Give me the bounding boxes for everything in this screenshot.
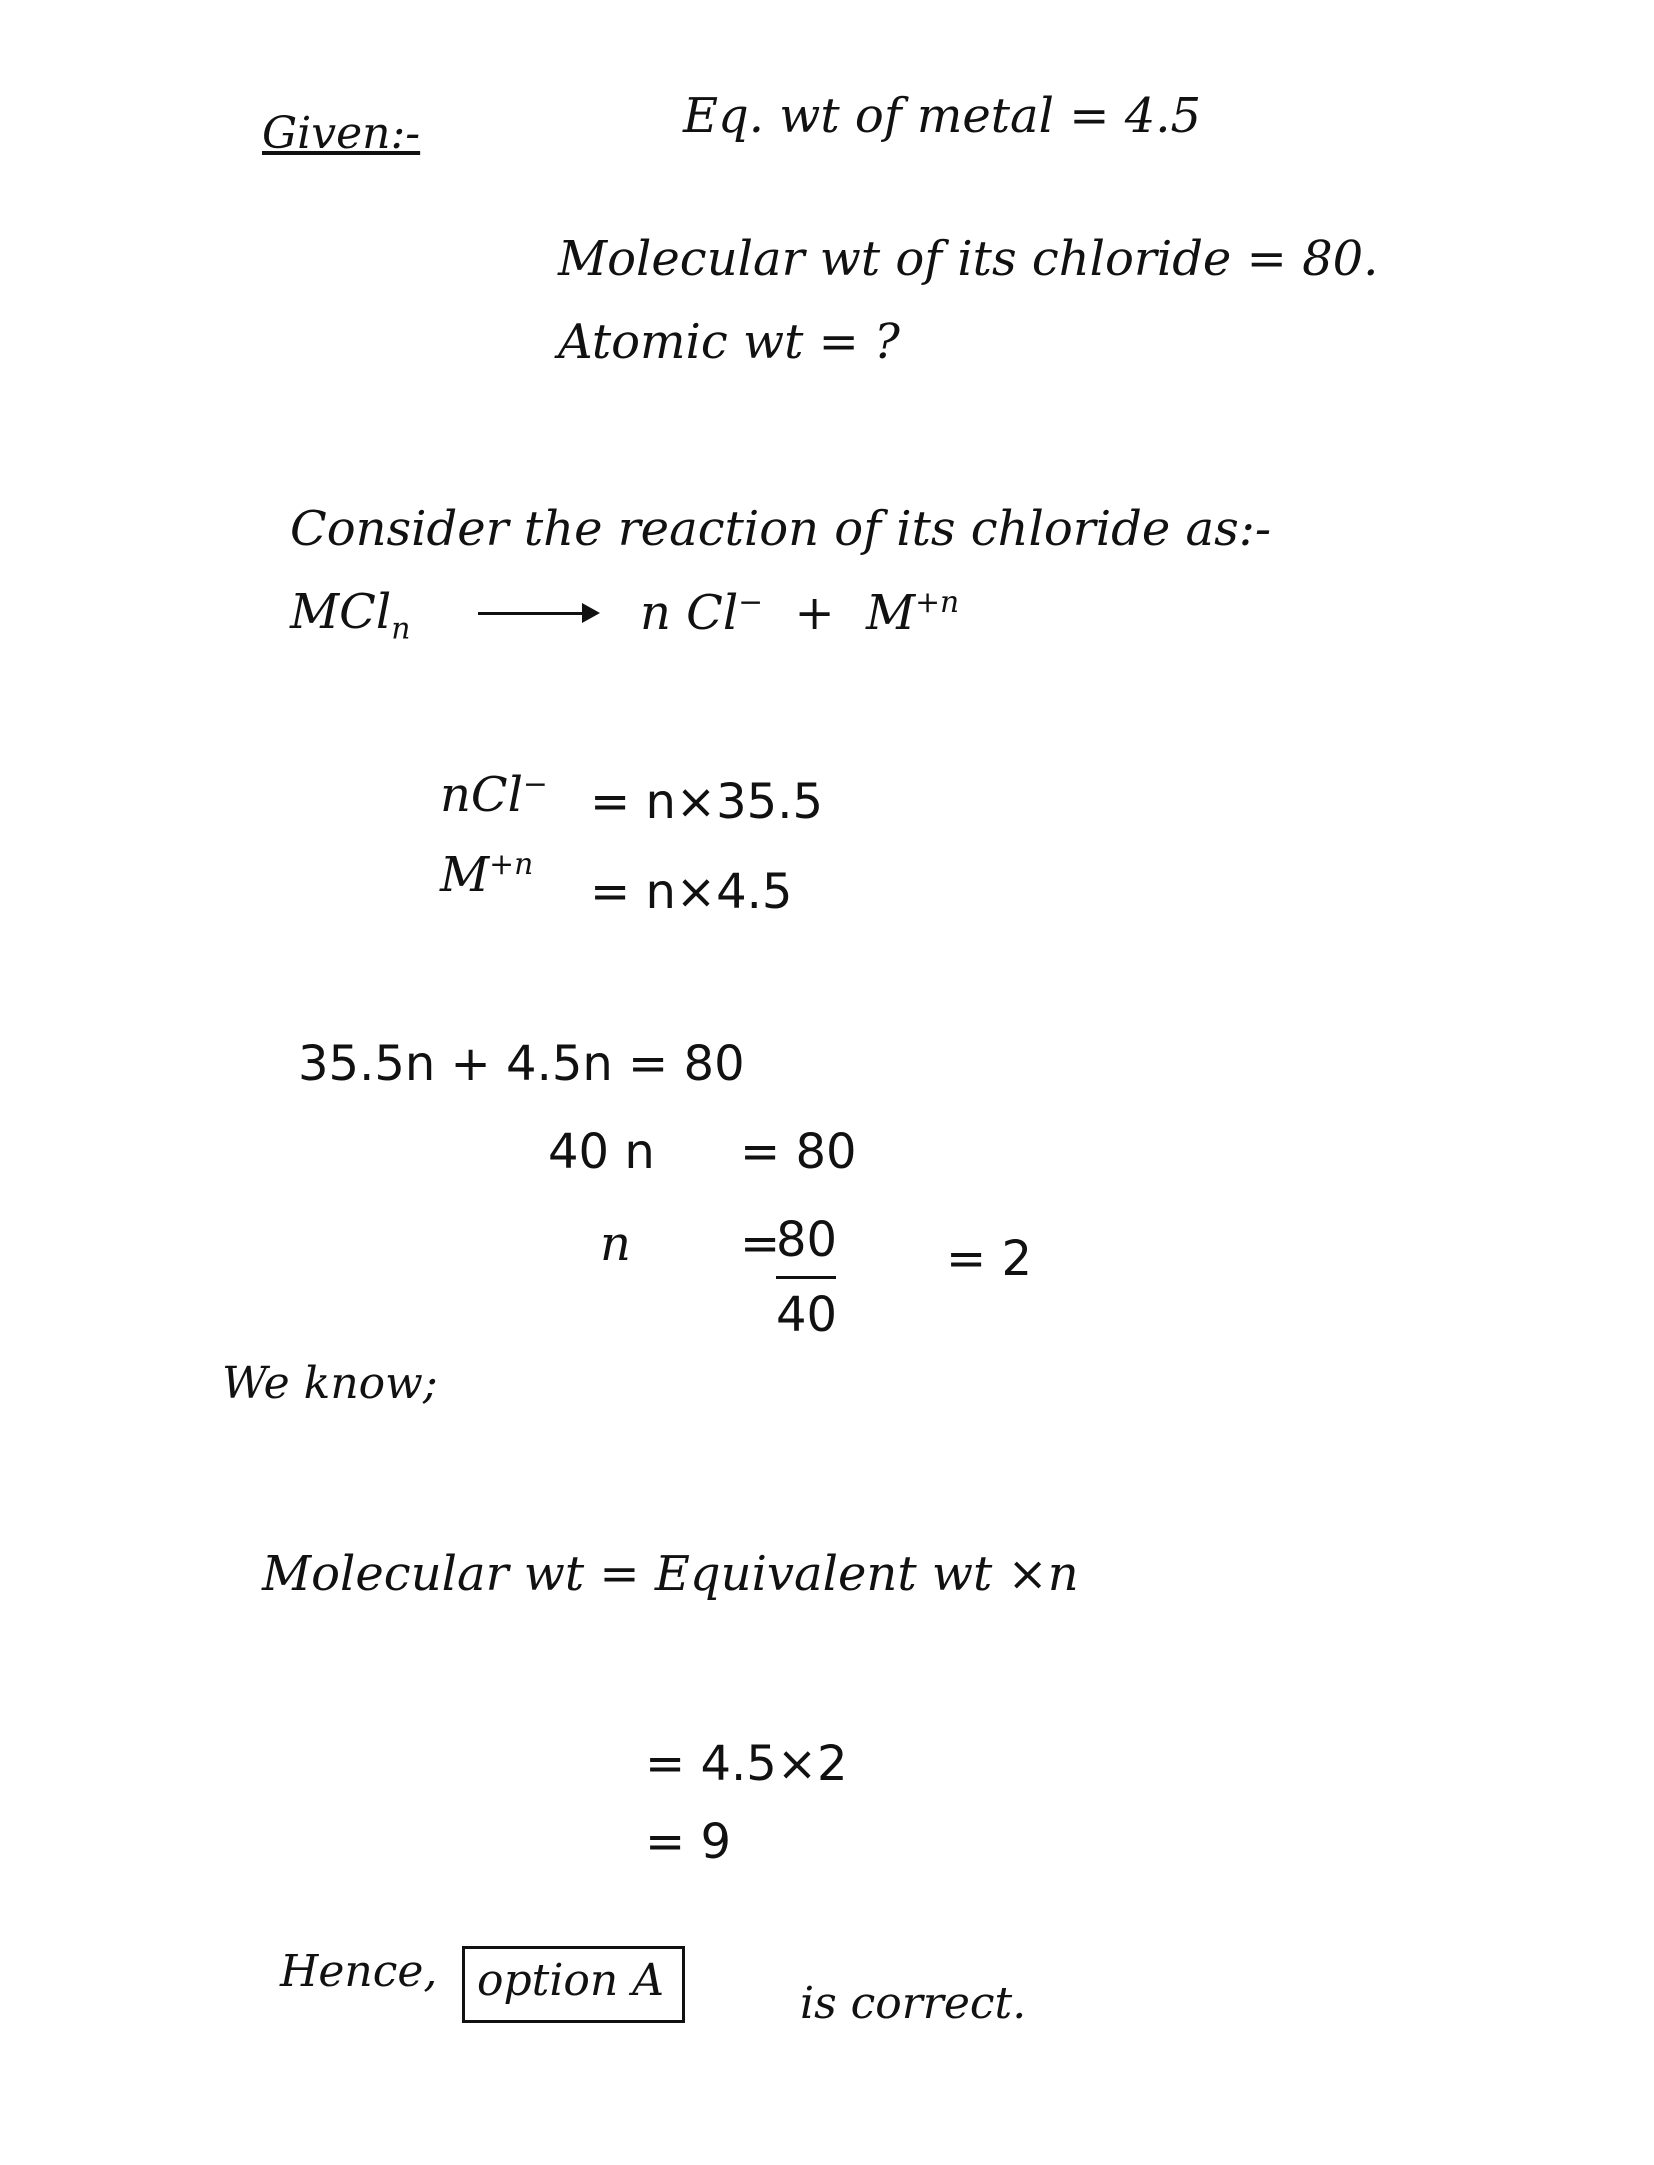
cl-mass-lhs — [440, 767, 548, 823]
calc-step-1: = 4.5×2 — [645, 1736, 848, 1792]
cl-mass-rhs: = n×35.5 — [590, 774, 823, 830]
calc-step-2: = 9 — [645, 1814, 732, 1870]
reactant-subscript: n — [391, 611, 411, 647]
product-metal: M — [865, 585, 916, 641]
reactant: MCl — [290, 584, 392, 640]
m-symbol: M — [440, 847, 490, 903]
boxed-answer: option A — [477, 1955, 664, 2006]
reaction-intro: Consider the reaction of its chloride as:- — [290, 501, 1272, 557]
product-metal-charge: +n — [915, 585, 960, 620]
equation-n-eq: = — [740, 1216, 781, 1272]
conclusion-suffix: is correct. — [800, 1978, 1027, 2029]
m-mass-rhs: = n×4.5 — [590, 864, 793, 920]
fraction-bar — [776, 1276, 836, 1279]
atomic-wt-line: Atomic wt = ? — [558, 314, 900, 370]
mol-wt-line: Molecular wt of its chloride = 80. — [558, 231, 1379, 287]
we-know-label: We know; — [222, 1358, 438, 1409]
equation-n-result: = 2 — [946, 1231, 1033, 1287]
equation-n-lhs: n — [600, 1216, 631, 1272]
fraction-numerator: 80 — [776, 1212, 838, 1268]
equation-sum: 35.5n + 4.5n = 80 — [298, 1036, 745, 1092]
m-mass-lhs — [440, 847, 534, 903]
fraction-80-40 — [776, 1212, 836, 1343]
cl-charge: − — [523, 767, 548, 802]
reaction-arrow — [478, 612, 596, 615]
fraction-denominator: 40 — [776, 1287, 838, 1343]
product-chloride: n Cl — [640, 585, 739, 641]
m-charge: +n — [489, 847, 534, 882]
plus-sign: + — [794, 585, 835, 641]
cl-symbol: nCl — [440, 767, 523, 823]
product-chloride-charge: − — [738, 585, 764, 620]
reaction-products — [640, 585, 960, 641]
given-label: Given:- — [262, 108, 421, 159]
eq-wt-line: Eq. wt of metal = 4.5 — [683, 88, 1202, 144]
hence-prefix: Hence, — [280, 1946, 438, 1997]
answer-box — [462, 1946, 685, 2023]
mol-wt-formula: Molecular wt = Equivalent wt ×n — [262, 1546, 1079, 1602]
equation-40n-lhs: 40 n — [548, 1124, 655, 1180]
reaction-equation — [290, 584, 411, 647]
equation-40n-rhs: = 80 — [740, 1124, 857, 1180]
